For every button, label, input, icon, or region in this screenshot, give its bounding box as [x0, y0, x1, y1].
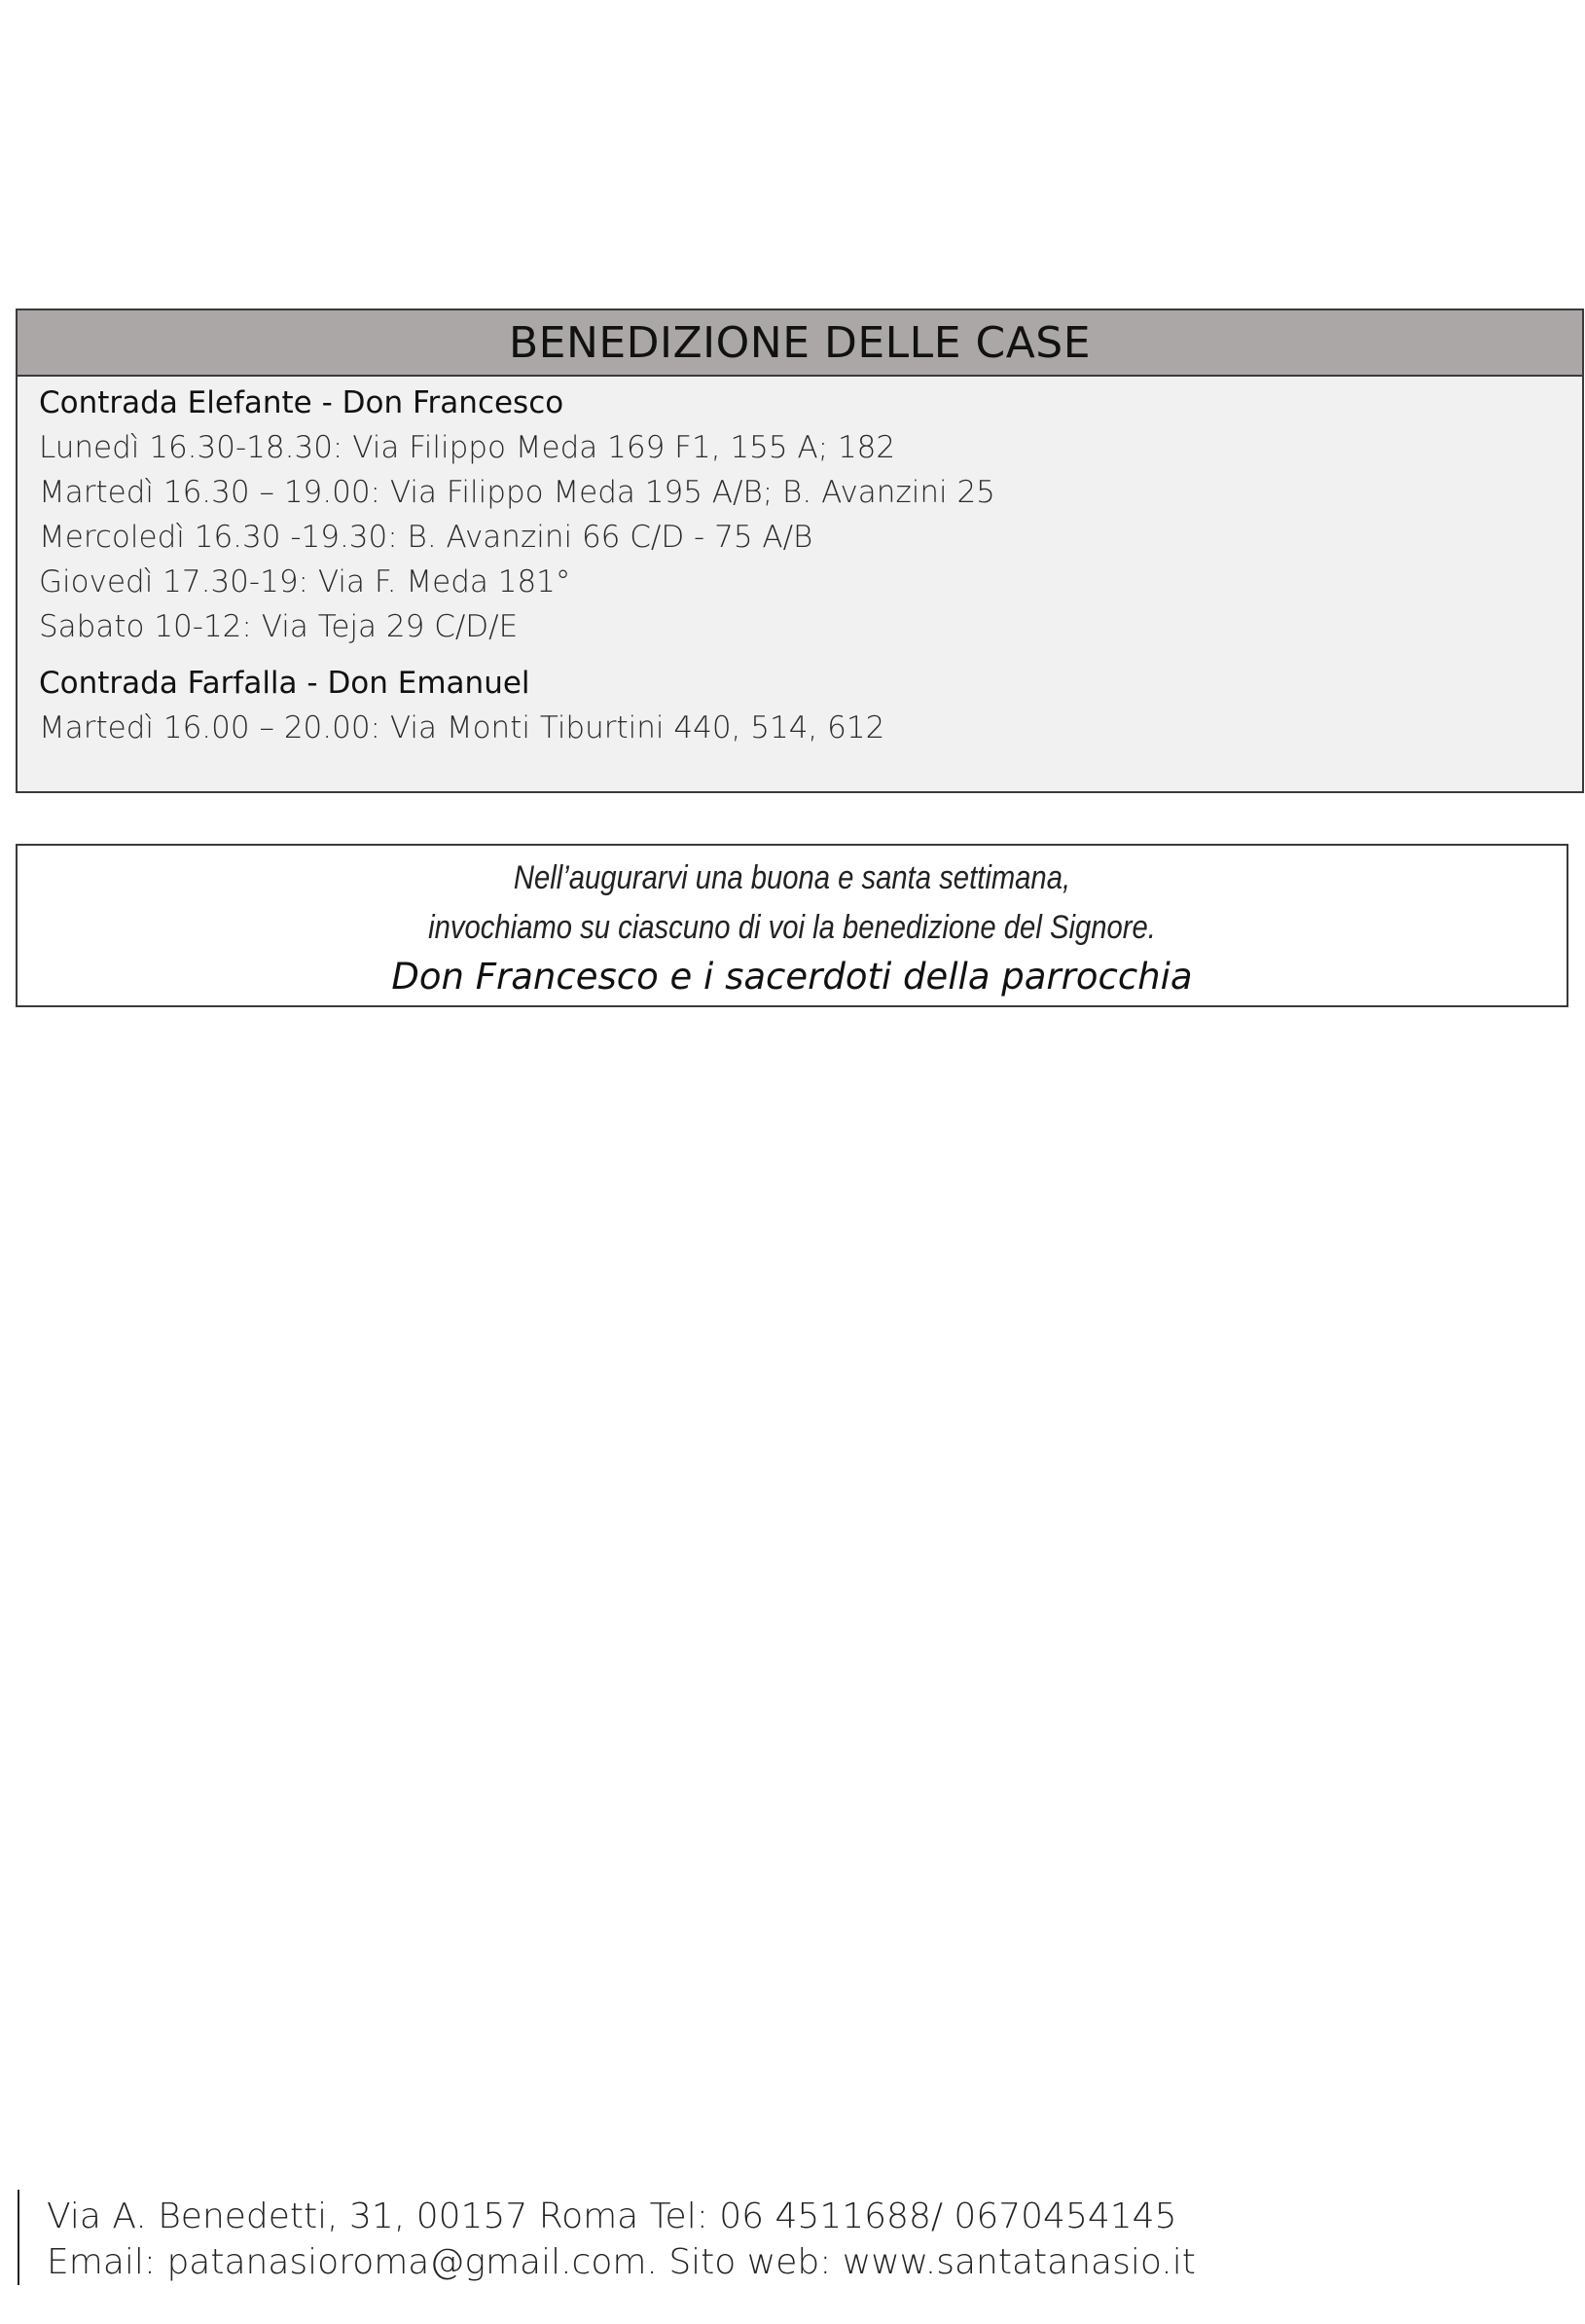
schedule-group-elefante: [39, 381, 1582, 649]
greeting-line-1: Nell’augurarvi una buona e santa settimana,: [513, 859, 1071, 896]
benedizione-title: BENEDIZIONE DELLE CASE: [18, 310, 1582, 377]
greeting-signature: Don Francesco e i sacerdoti della parrocchia: [391, 956, 1193, 998]
schedule-line: Martedì 16.30 – 19.00: Via Filippo Meda 195 A/B; B. Avanzini 25: [39, 475, 995, 510]
footer-divider: [18, 2190, 19, 2285]
footer: [18, 2190, 1477, 2306]
schedule-group-farfalla: [39, 661, 1582, 750]
footer-contacts: Email: patanasioroma@gmail.com. Sito web: www.santatanasio.it: [47, 2242, 1196, 2282]
schedule-line: Sabato 10-12: Via Teja 29 C/D/E: [39, 609, 519, 644]
group-title: Contrada Elefante - Don Francesco: [39, 385, 564, 420]
schedule-line: Lunedì 16.30-18.30: Via Filippo Meda 169 F1, 155 A; 182: [39, 430, 896, 465]
schedule-line: Mercoledì 16.30 -19.30: B. Avanzini 66 C/D - 75 A/B: [39, 520, 813, 555]
group-title: Contrada Farfalla - Don Emanuel: [39, 666, 530, 701]
footer-text: [47, 2194, 1196, 2285]
footer-address: Via A. Benedetti, 31, 00157 Roma Tel: 06 4511688/ 0670454145: [47, 2197, 1177, 2236]
schedule-line: Martedì 16.00 – 20.00: Via Monti Tiburtini 440, 514, 612: [39, 710, 885, 745]
greeting-box: [16, 844, 1568, 1007]
benedizione-box: [16, 309, 1584, 793]
greeting-line-2: invochiamo su ciascuno di voi la benedizione del Signore.: [428, 909, 1156, 946]
benedizione-body: [18, 377, 1582, 750]
schedule-line: Giovedì 17.30-19: Via F. Meda 181°: [39, 564, 571, 599]
